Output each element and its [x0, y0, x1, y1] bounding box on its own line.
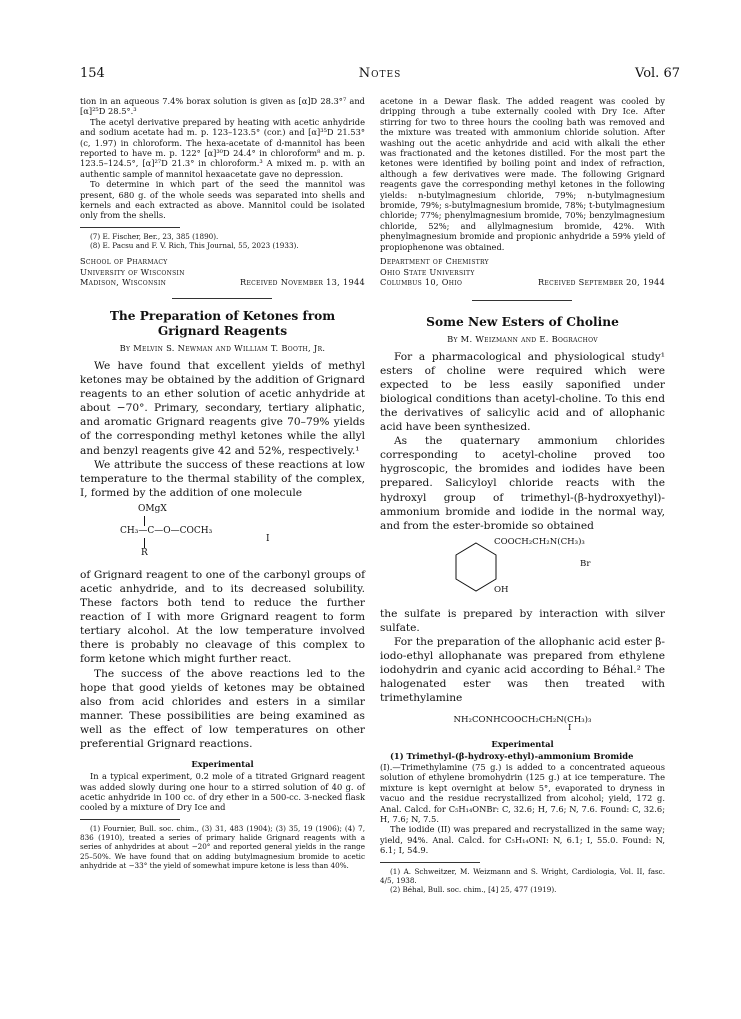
footnote-rule [80, 819, 180, 820]
formula-bond-down [144, 538, 145, 548]
salicyloyl-ester-structure [380, 535, 665, 601]
experimental-heading: Experimental [491, 739, 554, 750]
experimental-paragraph: In a typical experiment, 0.2 mole of a titrated Grignard reagent was added slowly during one hour to a stirred solution of 40 g. of acetic anhydride in 100 cc. of dry ether in a 500-cc. 3-necked flask cooled by a mixture of Dry Ice and [80, 771, 365, 813]
body-paragraph: of Grignard reagent to one of the carbonyl groups of acetic anhydride, and to its decreased solubility. These factors both tend to reduce the further reaction of I with more Grignard reagent to form tertiary alcohol. At the low temperature involved there is probably no cleavage of this complex to form ketone which might further react. [80, 568, 365, 666]
footnote-1: (1) A. Schweitzer, M. Weizmann and S. Wright, Cardiologia, Vol. II, fasc. 4/5, 1938. [380, 866, 665, 885]
article-title: The Preparation of Ketones from Grignard Reagents [109, 308, 336, 338]
continued-paragraph: acetone in a Dewar flask. The added reagent was cooled by dripping through a tube externally cooled with Dry Ice. After stirring for two to three hours the cooling bath was removed and the mixture was treated with ammonium chloride solution. After washing out the acetic anhydride and acid with alkali the ether was fractionated and the ketones distilled. For the most part the ketones were identified by boiling point and index of refraction, although a few derivatives were made. The following Grignard reagents gave the corresponding methyl ketones in the following yields: n-butylmagnesium chloride, 79%; n-butylmagnesium bromide, 79%; s-butylmagnesium bromide, 78%; t-butylmagnesium chloride; 77%; phenylmagnesium bromide, 70%; benzylmagnesium chloride, 52%; and allylmagnesium bromide, 42%. With phenylmagnesium bromide and propionic anhydride a 59% yield of propiophenone was obtained. [380, 96, 665, 252]
body-paragraph: The success of the above reactions led to the hope that good yields of ketones may be obtained also from acid chlorides and esters in a similar manner. These possibilities are being examined as well as the effect of low temperatures on other preferential Grignard reactions. [80, 667, 365, 751]
acetyl-derivative-paragraph: The acetyl derivative prepared by heating with acetic anhydride and sodium acetate had m. p. 123–123.5° (cor.) and [α]³⁵D 21.53° (c, 1.97) in chloroform. The hexa-acetate of d-mannitol has been reported to have m. p. 122° [α]³⁰D 24.4° in chloroform⁸ and m. p. 123.5–124.5°, [α]²⁷D 21.3° in chloroform.³ A mixed m. p. with an authentic sample of mannitol hexaacetate gave no depression. [80, 116, 365, 179]
footnote-8: (8) E. Pacsu and F. V. Rich, This Journal, 55, 2023 (1933). [90, 241, 299, 251]
experimental-subtitle: (1) Trimethyl-(β-hydroxy-ethyl)-ammonium Bromide [390, 751, 634, 762]
footnote-rule [380, 862, 480, 863]
running-header [80, 66, 680, 84]
experimental-heading: Experimental [191, 759, 254, 770]
formula-bond-up [144, 516, 145, 526]
formula-main-chain: CH₃—C—O—COCH₃ [120, 525, 213, 536]
footnote-rule [80, 227, 180, 228]
article-byline: By Melvin S. Newman and William T. Booth, Jr. [119, 342, 326, 353]
continued-paragraph: tion in an aqueous 7.4% borax solution is given as [α]D 28.3°⁷ and [α]²⁵D 28.5°.³ [80, 96, 365, 117]
affiliation-line: Department of Chemistry [380, 256, 489, 267]
left-column [80, 96, 365, 870]
formula-r-group: R [141, 547, 148, 558]
hydroxyl-group: OH [494, 584, 509, 595]
experimental-paragraph: (I).—Trimethylamine (75 g.) is added to a concentrated aqueous solution of ethylene bromohydrin (125 g.) at ice temperature. The mixture is kept overnight at below 5°, evaporated to dryness in vacuo and the residue recrystallized from alcohol; yield, 172 g. Anal. Calcd. for C₅H₁₄ONBr: C, 32.6; H, 7.6; N, 7.6. Found: C, 32.6; H, 7.6; N, 7.5. [380, 761, 665, 824]
body-paragraph: We attribute the success of these reactions at low temperature to the thermal stability of the complex, I, formed by the addition of one molecule [80, 458, 365, 499]
article-byline: By M. Weizmann and E. Bograchov [447, 333, 598, 344]
footnote-1: (1) Fournier, Bull. soc. chim., (3) 31, 483 (1904); (3) 35, 19 (1906); (4) 7, 836 (1910), treated a series of primary halide Grignard reagents with a series of anhydrides at about −20° and reported general yields in the range 25–50%. We have found that on adding butylmagnesium bromide to acetic anhydride at −33° the yield of somewhat impure ketone is less than 40%. [80, 823, 365, 870]
received-date: Received November 13, 1944 [239, 277, 365, 288]
page-number: 154 [80, 66, 105, 81]
footnote-2: (2) Béhal, Bull. soc. chim., [4] 25, 477 (1919). [390, 885, 557, 895]
right-column [380, 96, 665, 894]
section-name: Notes [358, 66, 402, 81]
affiliation-line: University of Wisconsin [80, 266, 185, 277]
ester-substituent: COOCH₂CH₂N(CH₃)₃ [494, 536, 585, 547]
allophanate-chain: NH₂CONHCOOCH₂CH₂N(CH₃)₃ [453, 715, 592, 726]
formula-label: I [266, 533, 270, 544]
body-paragraph: We have found that excellent yields of methyl ketones may be obtained by the addition of Grignard reagents to an ether solution of acetic anhydride at about −70°. Primary, secondary, tertiary aliphatic, and aromatic Grignard reagents give 70–79% yields of the corresponding methyl ketones while the allyl and benzyl reagents give 42 and 52%, respectively.¹ [80, 359, 365, 457]
allophanate-formula [380, 707, 665, 735]
allophanate-iodide: I [568, 723, 572, 734]
affiliation-line: School of Pharmacy [80, 256, 168, 267]
affiliation-city: Columbus 10, Ohio [380, 277, 463, 288]
body-paragraph: As the quaternary ammonium chlorides corresponding to acetyl-choline proved too hygroscopic, the bromides and iodides have been prepared. Salicyloyl chloride reacts with the hydroxyl group of trimethyl-(β-hydroxyethyl)-ammonium bromide and iodide in the normal way, and from the ester-bromide so obtained [380, 435, 665, 532]
article-divider [472, 300, 572, 301]
body-paragraph: the sulfate is prepared by interaction with silver sulfate. [380, 607, 665, 634]
volume-number: Vol. 67 [635, 66, 680, 81]
ester-bromide: Br [580, 558, 591, 569]
formula-omgx: OMgX [138, 503, 167, 514]
affiliation-line: Ohio State University [380, 266, 475, 277]
article-title: Some New Esters of Choline [426, 314, 619, 329]
article-divider [172, 298, 272, 299]
experimental-paragraph: The iodide (II) was prepared and recrystallized in the same way; yield, 94%. Anal. Calcd. for C₅H₁₄ONI: N, 6.1; I, 55.0. Found: N, 6.1; I, 54.9. [380, 824, 665, 856]
affiliation-city: Madison, Wisconsin [80, 277, 167, 288]
body-paragraph: For the preparation of the allophanic acid ester β-iodo-ethyl allophanate was prepared from ethylene iodohydrin and cyanic acid according to Béhal.² The halogenated ester was then treated with trimethylamine [380, 636, 665, 705]
seed-paragraph: To determine in which part of the seed the mannitol was present, 680 g. of the whole seeds was separated into shells and kernels and each extracted as above. Mannitol could be isolated only from the shells. [80, 179, 365, 221]
body-paragraph: For a pharmacological and physiological study¹ esters of choline were required which were expected to be less easily saponified under biological conditions than acetyl-choline. To this end the derivatives of salicylic acid and of allophanic acid have been synthesized. [380, 350, 665, 434]
footnote-7: (7) E. Fischer, Ber., 23, 385 (1890). [90, 231, 219, 241]
received-date: Received September 20, 1944 [537, 277, 665, 288]
grignard-complex-formula [80, 502, 365, 562]
